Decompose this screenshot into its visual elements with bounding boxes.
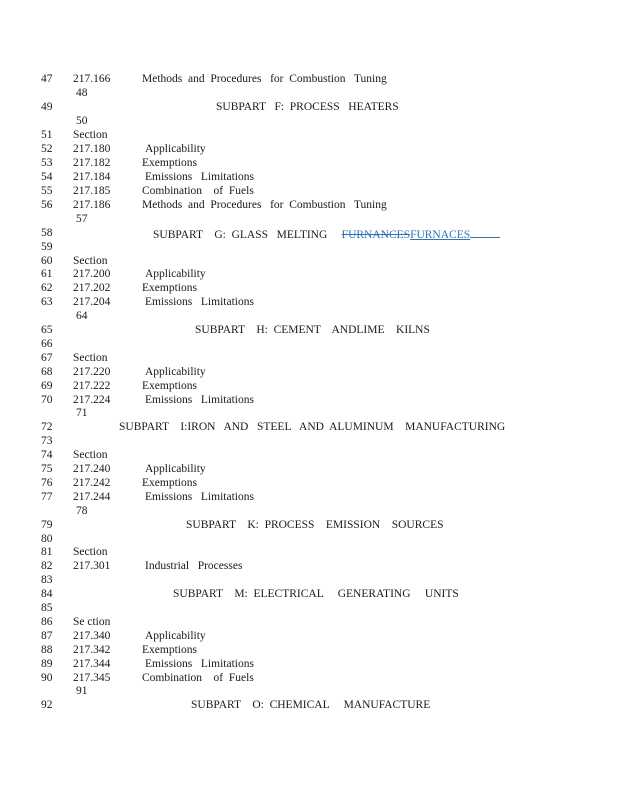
line-number: 87 bbox=[41, 630, 53, 642]
section-number: 217.185 bbox=[73, 185, 111, 197]
section-number: 217.204 bbox=[73, 296, 111, 308]
line-number: 52 bbox=[41, 143, 53, 155]
line-number: 82 bbox=[41, 560, 53, 572]
line-number: 67 bbox=[41, 352, 53, 364]
subpart-heading-text: SUBPART O: CHEMICAL MANUFACTURE bbox=[191, 699, 431, 711]
subpart-heading-text: SUBPART I:IRON AND STEEL AND ALUMINUM MANUFACTURING bbox=[119, 421, 506, 433]
section-title: Emissions Limitations bbox=[145, 296, 254, 308]
section-number: 217.242 bbox=[73, 477, 111, 489]
line-number: 55 bbox=[41, 185, 53, 197]
subpart-heading-text: SUBPART M: ELECTRICAL GENERATING UNITS bbox=[173, 588, 459, 600]
section-title: Emissions Limitations bbox=[145, 491, 254, 503]
line-number: 60 bbox=[41, 255, 53, 267]
line-number: 72 bbox=[41, 421, 53, 433]
subpart-heading bbox=[216, 101, 399, 113]
section-title: Combination of Fuels bbox=[142, 185, 254, 197]
section-number: 217.345 bbox=[73, 672, 111, 684]
section-number: Se ction bbox=[73, 616, 111, 628]
subpart-heading bbox=[195, 324, 430, 336]
sub-line-number: 48 bbox=[76, 87, 88, 99]
line-number: 89 bbox=[41, 658, 53, 670]
section-title: Exemptions bbox=[142, 157, 197, 169]
section-title: Applicability bbox=[145, 463, 206, 475]
section-title: Exemptions bbox=[142, 644, 197, 656]
section-number: 217.301 bbox=[73, 560, 111, 572]
line-number: 51 bbox=[41, 129, 53, 141]
line-number: 68 bbox=[41, 366, 53, 378]
section-title: Exemptions bbox=[142, 477, 197, 489]
section-title: Emissions Limitations bbox=[145, 394, 254, 406]
subpart-heading-text: SUBPART H: CEMENT ANDLIME KILNS bbox=[195, 324, 430, 336]
subpart-heading bbox=[173, 588, 459, 600]
line-number: 70 bbox=[41, 394, 53, 406]
line-number: 79 bbox=[41, 519, 53, 531]
section-title: Industrial Processes bbox=[145, 560, 243, 572]
line-number: 80 bbox=[41, 533, 53, 545]
section-number: 217.244 bbox=[73, 491, 111, 503]
line-number: 86 bbox=[41, 616, 53, 628]
subpart-heading bbox=[153, 227, 500, 241]
line-number: 83 bbox=[41, 574, 53, 586]
line-number: 69 bbox=[41, 380, 53, 392]
line-number: 58 bbox=[41, 227, 53, 239]
subpart-heading bbox=[186, 519, 444, 531]
section-number: 217.180 bbox=[73, 143, 111, 155]
line-number: 65 bbox=[41, 324, 53, 336]
section-number: 217.222 bbox=[73, 380, 111, 392]
section-number: 217.166 bbox=[73, 73, 111, 85]
line-number: 84 bbox=[41, 588, 53, 600]
section-title: Applicability bbox=[145, 268, 206, 280]
section-title: Applicability bbox=[145, 143, 206, 155]
line-number: 73 bbox=[41, 435, 53, 447]
section-title: Emissions Limitations bbox=[145, 658, 254, 670]
section-title: Exemptions bbox=[142, 282, 197, 294]
line-number: 81 bbox=[41, 546, 53, 558]
sub-line-number: 50 bbox=[76, 115, 88, 127]
inserted-text: FURNACES bbox=[410, 229, 471, 241]
line-number: 90 bbox=[41, 672, 53, 684]
sub-line-number: 91 bbox=[76, 685, 88, 697]
deleted-text: FURNANCES bbox=[341, 229, 411, 241]
section-title: Exemptions bbox=[142, 380, 197, 392]
line-number: 49 bbox=[41, 101, 53, 113]
section-title: Methods and Procedures for Combustion Tuning bbox=[142, 73, 387, 85]
section-number: 217.340 bbox=[73, 630, 111, 642]
section-number: 217.200 bbox=[73, 268, 111, 280]
section-title: Combination of Fuels bbox=[142, 672, 254, 684]
insertion-underline bbox=[470, 227, 500, 238]
subpart-heading-text: SUBPART K: PROCESS EMISSION SOURCES bbox=[186, 519, 444, 531]
section-number: Section bbox=[73, 449, 108, 461]
line-number: 92 bbox=[41, 699, 53, 711]
sub-line-number: 78 bbox=[76, 505, 88, 517]
sub-line-number: 71 bbox=[76, 407, 88, 419]
line-number: 85 bbox=[41, 602, 53, 614]
sub-line-number: 57 bbox=[76, 213, 88, 225]
section-number: 217.184 bbox=[73, 171, 111, 183]
section-number: 217.220 bbox=[73, 366, 111, 378]
subpart-heading-text: SUBPART F: PROCESS HEATERS bbox=[216, 101, 399, 113]
section-title: Applicability bbox=[145, 366, 206, 378]
section-number: Section bbox=[73, 546, 108, 558]
section-title: Applicability bbox=[145, 630, 206, 642]
line-number: 62 bbox=[41, 282, 53, 294]
section-number: 217.202 bbox=[73, 282, 111, 294]
line-number: 75 bbox=[41, 463, 53, 475]
line-number: 77 bbox=[41, 491, 53, 503]
line-number: 88 bbox=[41, 644, 53, 656]
line-number: 59 bbox=[41, 241, 53, 253]
line-number: 74 bbox=[41, 449, 53, 461]
section-number: 217.344 bbox=[73, 658, 111, 670]
section-number: 217.240 bbox=[73, 463, 111, 475]
line-number: 54 bbox=[41, 171, 53, 183]
line-number: 63 bbox=[41, 296, 53, 308]
section-number: 217.342 bbox=[73, 644, 111, 656]
section-number: Section bbox=[73, 129, 108, 141]
line-number: 56 bbox=[41, 199, 53, 211]
section-title: Emissions Limitations bbox=[145, 171, 254, 183]
subpart-heading bbox=[191, 699, 430, 711]
line-number: 76 bbox=[41, 477, 53, 489]
line-number: 61 bbox=[41, 268, 53, 280]
line-number: 47 bbox=[41, 73, 53, 85]
section-number: 217.186 bbox=[73, 199, 111, 211]
subpart-heading bbox=[119, 421, 505, 433]
section-number: Section bbox=[73, 352, 108, 364]
section-number: 217.224 bbox=[73, 394, 111, 406]
sub-line-number: 64 bbox=[76, 310, 88, 322]
line-number: 66 bbox=[41, 338, 53, 350]
section-number: 217.182 bbox=[73, 157, 111, 169]
subpart-heading-text: SUBPART G: GLASS MELTING bbox=[153, 229, 328, 241]
section-title: Methods and Procedures for Combustion Tuning bbox=[142, 199, 387, 211]
section-number: Section bbox=[73, 255, 108, 267]
line-number: 53 bbox=[41, 157, 53, 169]
